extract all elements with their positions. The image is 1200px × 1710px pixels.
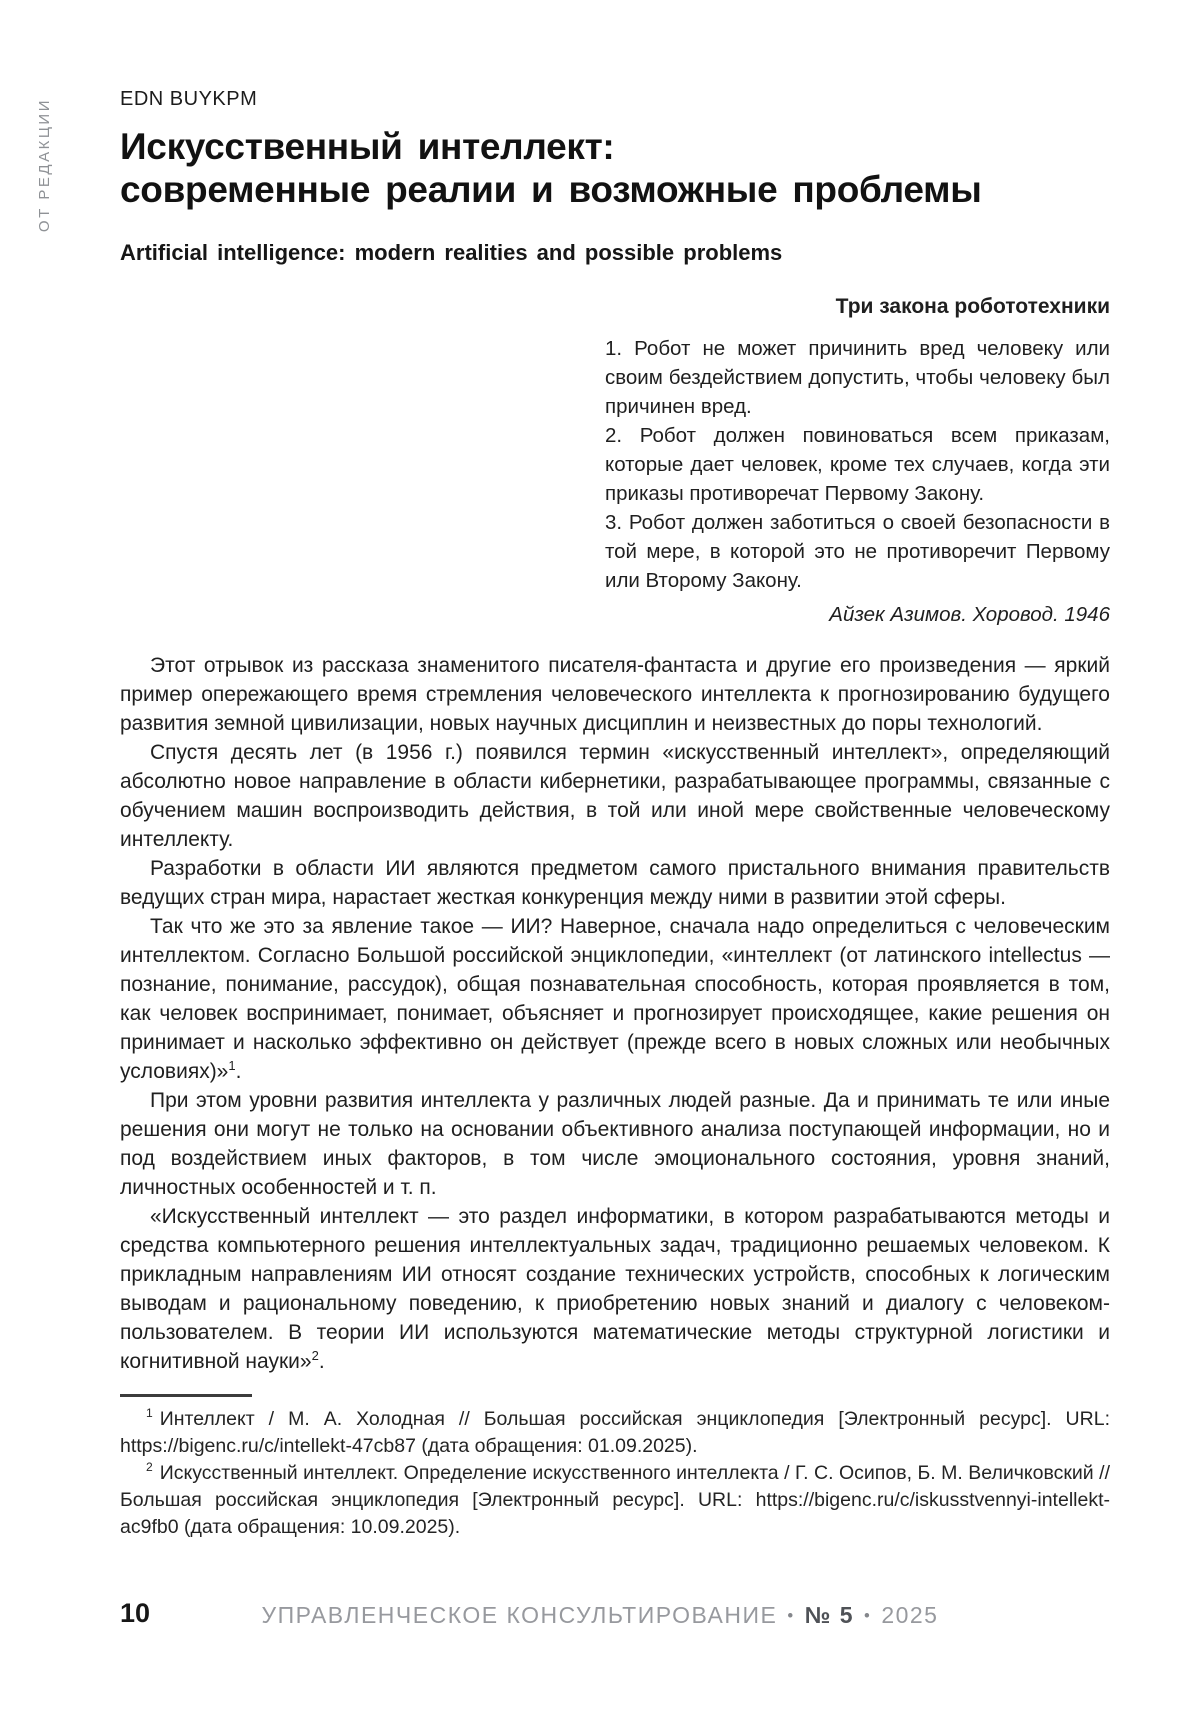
footer-separator-dot: •: [787, 1606, 795, 1625]
page-footer: [0, 1598, 1200, 1638]
body-paragraph-5: При этом уровни развития интеллекта у различных людей разные. Да и принимать те или иные решения они могут не только на основании объективного анализа поступающей информации, но и под воздействием иных факторов, в том числе эмоционального состояния, уровня знаний, личностных особенностей и т. п.: [120, 1088, 1110, 1199]
footnotes-block: [120, 1394, 1110, 1541]
body-paragraph-6-end: .: [318, 1349, 325, 1373]
body-paragraph-6: [120, 1202, 1110, 1376]
footnote-2: [120, 1460, 1110, 1541]
footnote-divider: [120, 1394, 252, 1397]
body-paragraph-4: [120, 912, 1110, 1086]
footnote-ref-1: 1: [228, 1057, 236, 1073]
content-column: [120, 0, 1110, 1541]
journal-footer-line: [0, 1602, 1200, 1629]
footnote-2-text: Искусственный интеллект. Определение искусственного интеллекта / Г. С. Осипов, Б. М. Величковский // Большая российская энциклопедия [Электронный ресурс]. URL: https://bigenc.ru/c/iskusstvennyi-intellekt-ac9fb0 (дата обращения: 10.09.2025).: [120, 1461, 1110, 1538]
article-title-line1: Искусственный интеллект:: [120, 126, 615, 167]
edn-code: EDN BUYKPM: [120, 88, 258, 110]
article-body: [120, 651, 1110, 1376]
issue-year: 2025: [881, 1602, 939, 1628]
article-subtitle-en: Artificial intelligence: modern realities and possible problems: [120, 239, 783, 265]
body-paragraph-1: Этот отрывок из рассказа знаменитого писателя-фантаста и другие его произведения — яркий пример опережающего время стремления человеческого интеллекта к прогнозированию будущего развития земной цивилизации, новых научных дисциплин и неизвестных до поры технологий.: [120, 653, 1110, 735]
body-paragraph-3: Разработки в области ИИ являются предметом самого пристального внимания правительств ведущих стран мира, нарастает жесткая конкуренция между ними в развитии этой сферы.: [120, 856, 1110, 909]
body-paragraph-2: Спустя десять лет (в 1956 г.) появился термин «искусственный интеллект», определяющий абсолютно новое направление в области кибернетики, разрабатывающее программы, связанные с обучением машин воспроизводить действия, в той или иной мере свойственные человеческому интеллекту.: [120, 740, 1110, 851]
issue-number: № 5: [804, 1602, 855, 1628]
footnote-1: [120, 1406, 1110, 1460]
section-side-label: ОТ РЕДАКЦИИ: [36, 98, 53, 233]
journal-name: УПРАВЛЕНЧЕСКОЕ КОНСУЛЬТИРОВАНИЕ: [261, 1602, 778, 1628]
epigraph-attribution: Айзек Азимов. Хоровод. 1946: [829, 602, 1110, 626]
epigraph-laws: [605, 334, 1110, 595]
body-paragraph-4-text: Так что же это за явление такое — ИИ? Наверное, сначала надо определиться с человеческим интеллектом. Согласно Большой российской энциклопедии, «интеллект (от латинского intellectus — познание, понимание, рассудок), общая познавательная способность, которая проявляется в том, как человек воспринимает, понимает, объясняет и прогнозирует происходящее, какие решения он принимает и насколько эффективно он действует (прежде всего в новых сложных или необычных условиях)»: [120, 914, 1110, 1083]
epigraph-heading: Три закона робототехники: [835, 294, 1110, 318]
epigraph-law-3: 3. Робот должен заботиться о своей безопасности в той мере, в которой это не противоречит Первому или Второму Закону.: [605, 510, 1110, 592]
epigraph-law-1: 1. Робот не может причинить вред человеку или своим бездействием допустить, чтобы человеку был причинен вред.: [605, 336, 1110, 418]
article-title-line2: современные реалии и возможные проблемы: [120, 169, 982, 211]
body-paragraph-4-end: .: [235, 1059, 242, 1083]
footnote-2-marker: 2: [146, 1460, 153, 1475]
footnote-ref-2: 2: [311, 1347, 319, 1363]
page-number: 10: [120, 1598, 151, 1628]
footer-separator-dot: •: [864, 1606, 872, 1625]
epigraph-block: [605, 292, 1110, 629]
epigraph-law-2: 2. Робот должен повиноваться всем приказам, которые дает человек, кроме тех случаев, когда эти приказы противоречат Первому Закону.: [605, 423, 1110, 505]
footnote-1-marker: 1: [146, 1406, 153, 1421]
body-paragraph-6-text: «Искусственный интеллект — это раздел информатики, в котором разрабатываются методы и средства компьютерного решения интеллектуальных задач, традиционно решаемых человеком. К прикладным направлениям ИИ относят создание технических устройств, способных к логическим выводам и рациональному поведению, к приобретению новых знаний и диалогу с человеком-пользователем. В теории ИИ используются математические методы структурной логистики и когнитивной науки»: [120, 1204, 1110, 1373]
footnote-1-text: Интеллект / М. А. Холодная // Большая российская энциклопедия [Электронный ресурс]. URL: https://bigenc.ru/c/intellekt-47cb87 (дата обращения: 01.09.2025).: [120, 1407, 1110, 1457]
article-title: [120, 125, 1110, 212]
